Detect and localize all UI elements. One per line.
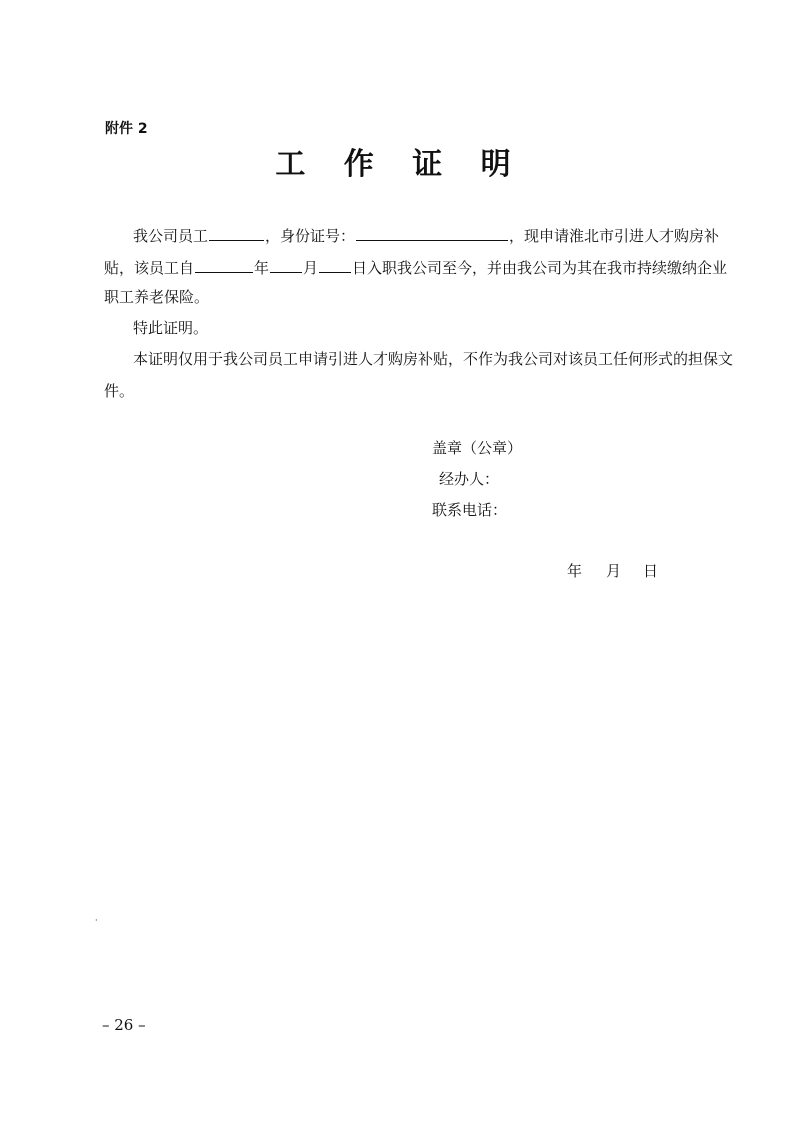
handler-label: 经办人：: [439, 470, 500, 488]
page-number: – 26 –: [102, 1016, 146, 1034]
seal-label: 盖章（公章）: [432, 439, 523, 457]
certify-statement: 特此证明。: [133, 319, 209, 337]
attachment-label: 附件 2: [105, 121, 148, 137]
id-number-label: ，身份证号：: [265, 227, 356, 245]
application-text: ，现申请淮北市引进人才购房补: [509, 227, 720, 245]
start-day-blank[interactable]: [319, 255, 351, 273]
paragraph-3-line-2: 件。: [104, 382, 135, 400]
month-label: 月: [303, 259, 319, 277]
date-line: [567, 561, 658, 581]
start-year-blank[interactable]: [195, 255, 253, 273]
year-label: 年: [254, 259, 270, 277]
id-number-blank[interactable]: [356, 223, 508, 241]
employee-label: 我公司员工: [133, 227, 209, 245]
paragraph-1-line-1: [133, 223, 719, 246]
start-month-blank[interactable]: [270, 255, 302, 273]
document-title: 工 作 证 明: [275, 147, 525, 182]
phone-label: 联系电话：: [432, 501, 508, 519]
paragraph-1-line-2: [104, 255, 727, 278]
date-month: 月: [606, 562, 622, 580]
employment-text: 日入职我公司至今，并由我公司为其在我市持续缴纳企业: [352, 259, 728, 277]
date-day: 日: [643, 562, 659, 580]
footnote-mark: ·: [95, 916, 98, 925]
date-year: 年: [567, 562, 583, 580]
since-label: 贴，该员工自: [104, 259, 195, 277]
employee-name-blank[interactable]: [209, 223, 264, 241]
paragraph-1-line-3: 职工养老保险。: [104, 288, 210, 306]
paragraph-3-line-1: 本证明仅用于我公司员工申请引进人才购房补贴，不作为我公司对该员工任何形式的担保文: [133, 350, 734, 368]
